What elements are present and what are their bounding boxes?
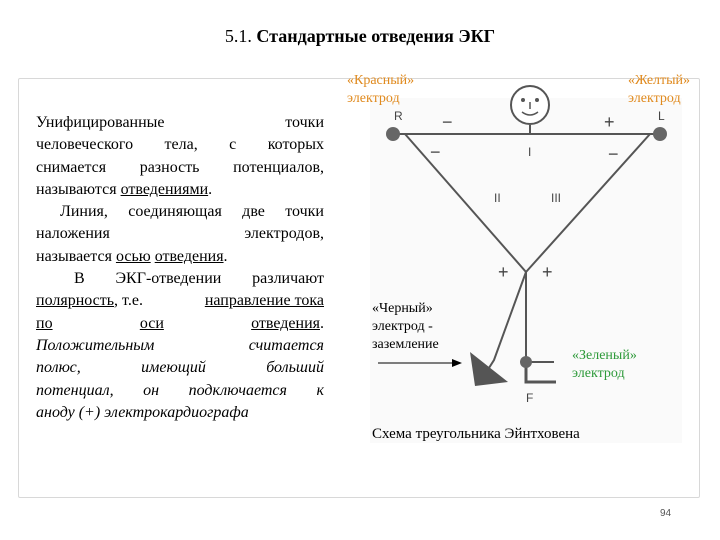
text-word: полюс, <box>36 359 81 377</box>
text-line-4 <box>36 179 324 201</box>
point-label-F: F <box>526 391 534 405</box>
red-electrode-label <box>347 72 414 108</box>
text-word: больший <box>266 359 324 377</box>
label-line: электрод <box>572 366 625 381</box>
term-word: оси <box>139 314 164 332</box>
label-line: заземление <box>372 337 439 352</box>
label-line: электрод <box>628 91 681 106</box>
term-word: по <box>36 314 53 332</box>
black-electrode-label <box>372 300 439 354</box>
text-fragment: , т.е. <box>114 292 143 310</box>
text-line-13: потенциал, он подключается к <box>36 381 324 399</box>
section-number: 5.1. <box>224 26 252 46</box>
text-fragment: называются <box>36 180 121 198</box>
diagram-caption: Схема треугольника Эйнтховена <box>372 426 580 442</box>
term-polarity: полярность <box>36 292 115 310</box>
eye-icon <box>535 98 539 102</box>
sign-plus-II: + <box>498 262 509 282</box>
text-line-2: человеческого тела, с которых <box>36 136 324 154</box>
page-number: 94 <box>660 508 672 519</box>
text-fragment: называется <box>36 247 116 265</box>
lead-label-II: II <box>494 191 501 205</box>
einthoven-triangle-diagram <box>330 60 710 460</box>
text-line-12 <box>36 357 324 379</box>
label-line: электрод - <box>372 319 433 334</box>
sign-plus-III: + <box>542 262 553 282</box>
label-line: «Красный» <box>347 73 415 88</box>
text-line-8: В ЭКГ-отведении различают <box>74 270 324 288</box>
text-line-14: аноду (+) электрокардиографа <box>36 403 249 421</box>
term-axis: осью <box>115 247 151 265</box>
term-leads: отведениями <box>120 180 209 198</box>
text-line-11 <box>36 335 324 357</box>
text-line-9 <box>36 290 324 312</box>
body-text <box>36 112 324 424</box>
green-electrode-label <box>572 347 637 383</box>
text-fragment: . <box>319 314 324 332</box>
text-line-6 <box>36 223 324 245</box>
text-line-3: снимается разность потенциалов, <box>36 158 324 176</box>
lead-label-I: I <box>528 145 532 159</box>
text-fragment: . <box>223 247 228 265</box>
electrode-F-dot <box>520 356 532 368</box>
text-line-1 <box>36 112 324 134</box>
text-word: считается <box>248 336 324 354</box>
point-label-L: L <box>658 109 665 123</box>
text-word: Положительным <box>36 336 155 354</box>
electrode-R-dot <box>386 127 400 141</box>
lead-label-III: III <box>551 191 562 205</box>
label-line: «Черный» <box>372 301 433 316</box>
text-line-5: Линия, соединяющая две точки <box>60 203 324 221</box>
text-word: имеющий <box>141 359 206 377</box>
text-word: наложения <box>36 225 110 243</box>
yellow-electrode-label <box>628 72 690 108</box>
text-line-10 <box>36 313 324 335</box>
term-lead: отведения <box>154 247 224 265</box>
label-line: электрод <box>347 91 400 106</box>
sign-minus-II: − <box>430 142 441 162</box>
electrode-L-dot <box>653 127 667 141</box>
text-word: Унифицированные <box>36 114 165 131</box>
text-word: электродов, <box>244 225 324 243</box>
text-word: точки <box>285 114 324 131</box>
term-word: отведения <box>251 314 320 332</box>
sign-plus-I: + <box>604 112 615 132</box>
section-title: Стандартные отведения ЭКГ <box>256 26 496 46</box>
sign-minus-III: − <box>608 144 619 164</box>
point-label-R: R <box>394 109 403 123</box>
label-line: «Зеленый» <box>572 348 637 363</box>
text-fragment: . <box>208 180 213 198</box>
page-title <box>0 26 720 47</box>
sign-minus-I: − <box>442 112 453 132</box>
term-current-direction: направление тока <box>204 292 324 310</box>
label-line: «Желтый» <box>628 73 691 88</box>
text-line-7 <box>36 246 324 268</box>
eye-icon <box>521 98 525 102</box>
